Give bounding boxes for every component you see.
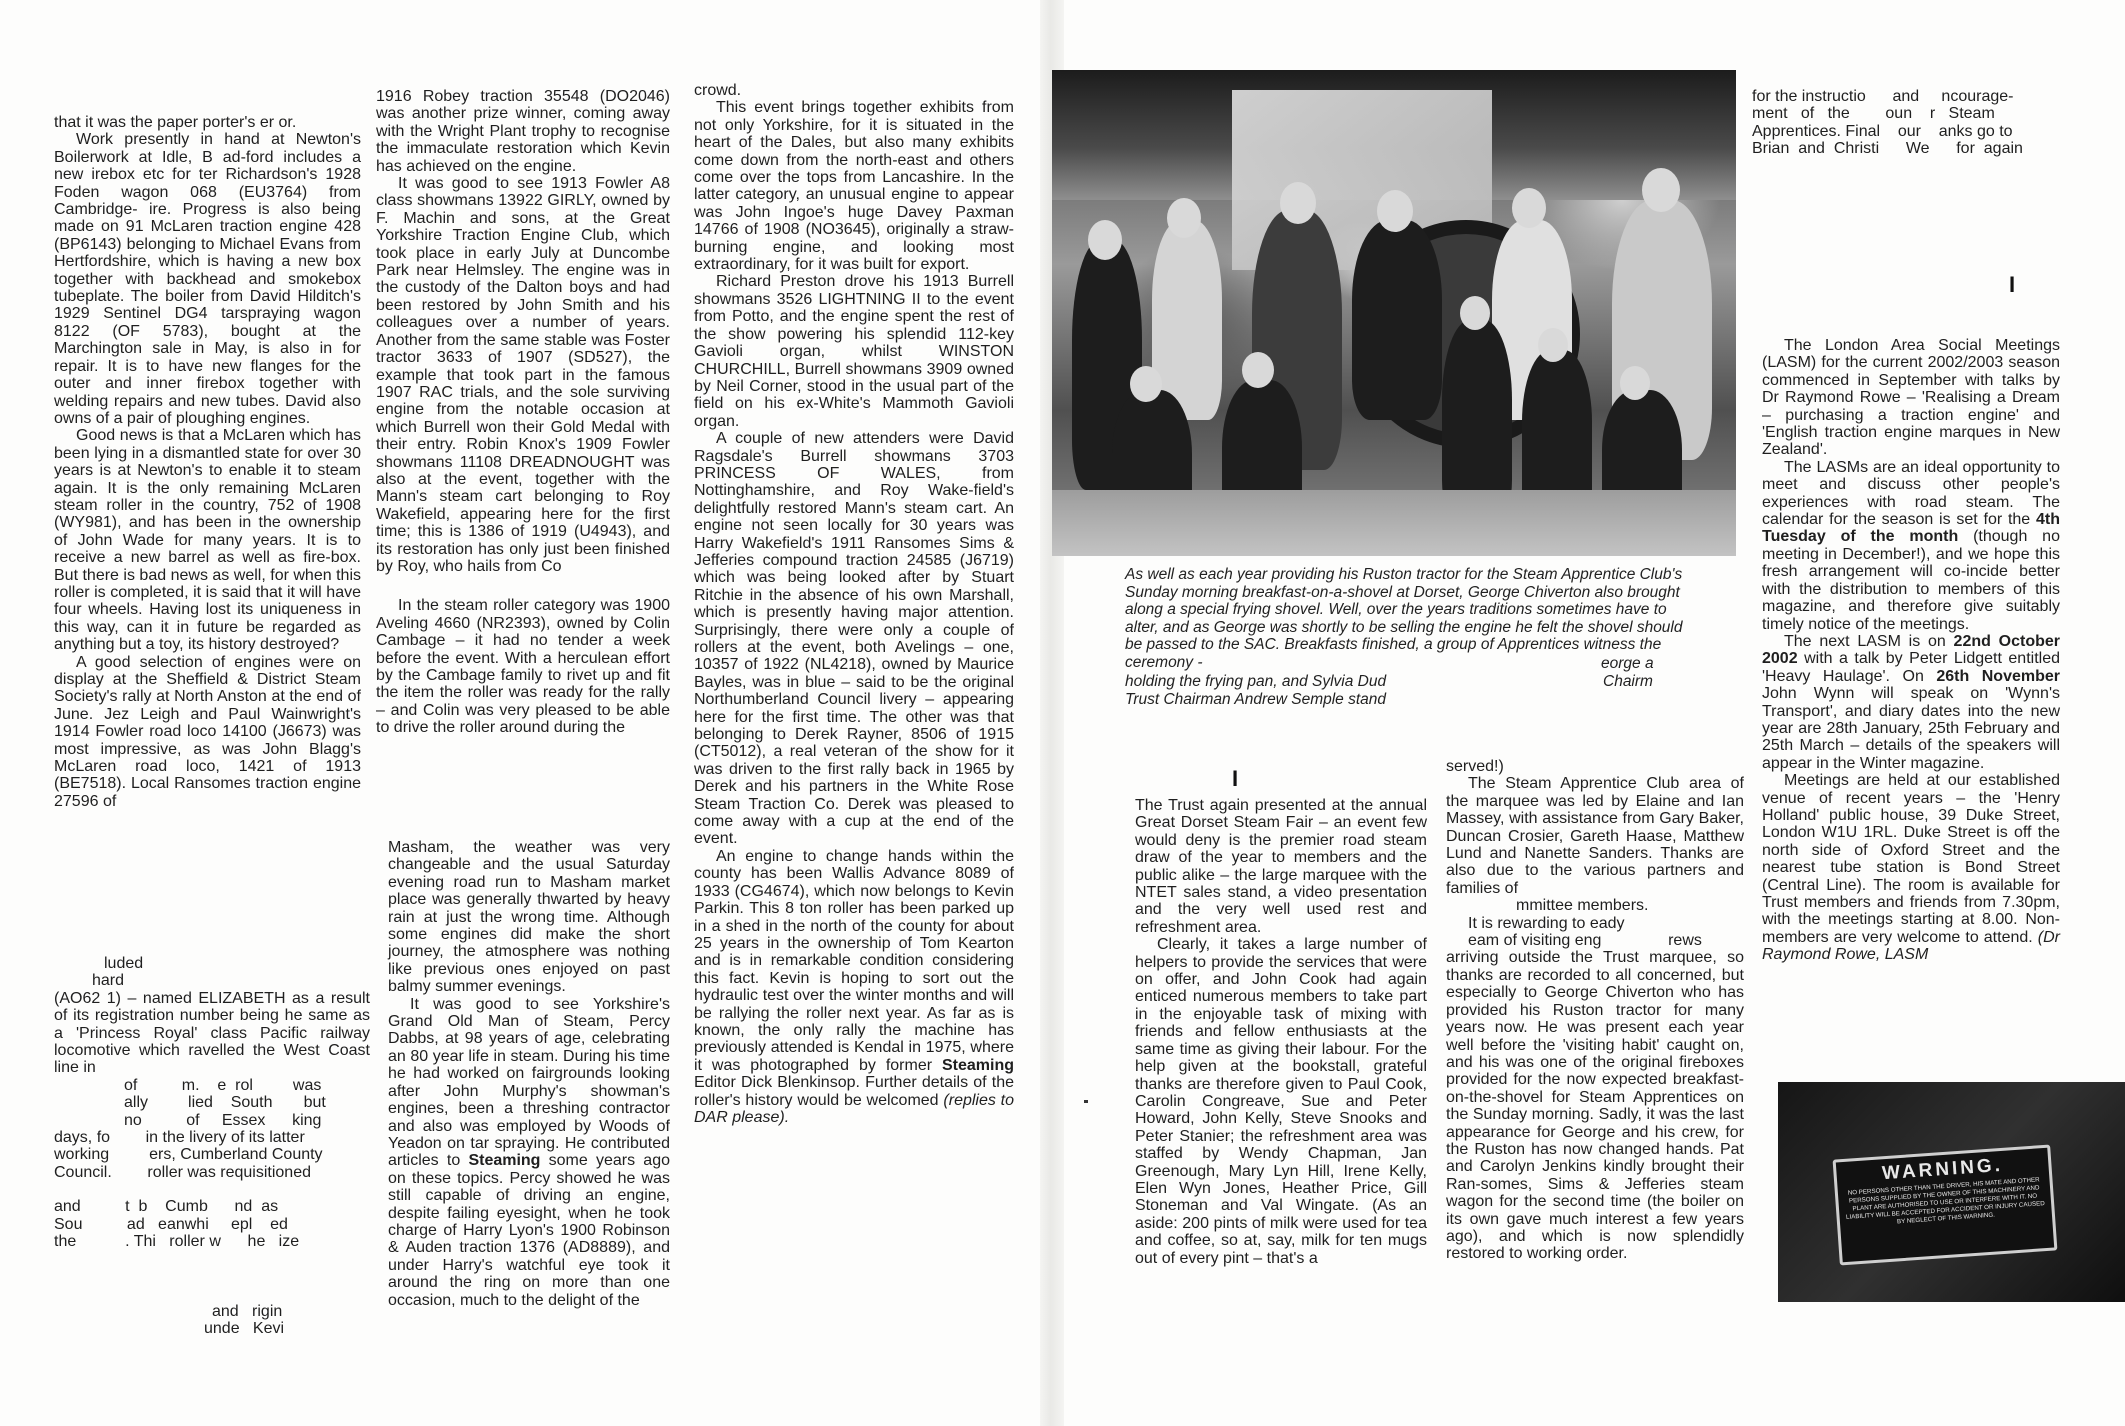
paragraph-text: with a talk by Peter Lidgett entitled 'Heavy Haulage'. On [1762,650,2060,685]
text-fragment: ally lied South but [124,1094,326,1112]
column-1-fragments [54,955,370,1337]
text-fragment: days, fo in the livery of its latter [54,1129,305,1147]
paragraph: (AO62 1) – named ELIZABETH as a result of its registration number being he same as a 'Princess Royal' class Pacific railway locomotive which ravelled the West Coast line in [54,989,370,1077]
text-fragment: of m. e rol was [124,1076,322,1094]
paragraph-text: The LASMs are an ideal opportunity to meet and discuss other people's experiences with road steam. The calendar for the season is set for the [1762,458,2060,529]
group-photo [1052,70,1736,556]
column-6 [1446,758,1744,1263]
text-fragment: hard [92,972,125,990]
text-fragment: unde Kevi [204,1319,285,1337]
paragraph-text: Editor Dick Blenkinsop. Further details of the roller's history would be welcomed [694,1074,1014,1109]
column-5 [1135,797,1427,1267]
paragraph: Richard Preston drove his 1913 Burrell showmans 3526 LIGHTNING II to the event from Potto, and the engine spent the rest of the show powering his splendid 112-key Gavioli organ, whilst WINSTON CHURCHILL, Burrell showmans 3909 owned by Neil Corner, stood in the usual part of the field on his ex-White's Mammoth Gavioli organ. [694,273,1014,430]
paragraph: It was good to see 1913 Fowler A8 class showmans 13922 GIRLY, owned by F. Machin and sons, at the Great Yorkshire Traction Engine Club, which took place in early July at Duncombe Park near Helmsley. The engine was in the custody of the Dalton boys and had been restored by John Smith and his colleagues over a number of years. Another from the same stable was Foster tractor 3633 of 1907 (SD527), the example that took part in the famous 1907 RAC trials, and the sole surviving engine from the notable occasion at which Burrell won their Gold Medal with their entry. Robin Knox's 1909 Fowler showmans 11108 DREADNOUGHT was also at the event, together with the Mann's steam cart belonging to Roy Wakefield, appearing here for the first time; this is 1386 of 1919 (U4943), and its restoration has only just been finished by Roy, who hails from Co [376,175,670,575]
caption-text: As well as each year providing his Ruston tractor for the Steam Apprentice Club's Sunday morning breakfast-on-a-shovel at Dorset, George Chiverton also brought along a special frying shovel. Well, over the years traditions sometimes have to alter, and as George was shortly to be selling the engine he felt the shovel should be passed to the SAC. Breakfasts finished, a group of Apprentices witness the ceremony - [1125,566,1683,671]
text-fragment: Apprentices. Final our anks go to [1752,122,2013,140]
paragraph: crowd. [694,82,742,99]
text-fragment: Brian and Christi We for again [1752,140,2023,158]
column-2-lower [388,839,670,1309]
caption-line: Trust Chairman Andrew Semple stand [1125,690,1387,708]
paragraph: The Trust again presented at the annual Great Dorset Steam Fair – an event few would deny is the premier road steam draw of the year to members and the public alike – the large marquee with the NTET sales stand, a video presentation and the very well used rest and refreshment area. [1135,797,1427,936]
paragraph: In the steam roller category was 1900 Aveling 4660 (NR2393), owned by Colin Cambage – it had no tender a week before the event. With a herculean effort by the Cambage family to rivet up and fit the item the roller was ready for the rally – and Colin was very pleased to be able to drive the roller around during the [376,597,670,737]
paragraph: arriving outside the Trust marquee, so thanks are recorded to all concerned, but especially to George Chiverton who has provided his Ruston tractor for many years now. He was present each year well before the 'visiting habit' caught on, and his was one of the original fireboxes provided for the now expected breakfast-on-the-shovel for Steam Apprentices on the Sunday morning. Sadly, it was the last appearance for George and his crew, for the Ruston has now changed hands. Pat and Carolyn Jenkins kindly brought their Ran-somes, Sims & Jefferies steam wagon for the second time (the boiler on its own gave much interest a few years ago), and which is now splendidly restored to working order. [1446,949,1744,1263]
column-2 [376,88,670,737]
meeting-date: 22nd October 2002 [1762,632,2060,668]
paragraph: that it was the paper porter's er or. [54,114,297,131]
text-fragment: Council. roller was requisitioned [54,1163,311,1181]
paragraph-text: some years ago on these topics. Percy showed he was still capable of driving an engine, despite failing eyesight, when he took charge of Harry Lyon's 1900 Robinson & Auden traction 1376 (AD8889), and under Harry's watchful eye took it around the ring on more than one occasion, much to the delight of the [388,1152,670,1309]
section-marker: I [2009,272,2016,297]
warning-title: WARNING. [1881,1154,2004,1185]
paragraph: A good selection of engines were on display at the Sheffield & District Steam Society's rally at North Anston at the end of June. Jez Leigh and Paul Wainwright's 1914 Fowler road loco 14100 (J6673) was most impressive, as was John Blagg's McLaren road loco, 1421 of 1913 (BE7518). Local Ransomes traction engine 27596 of [54,653,361,810]
paragraph [1762,772,2060,963]
text-fragment: luded [104,955,144,972]
section-marker: I [1232,766,1239,791]
magazine-title: Steaming [941,1056,1014,1074]
text-fragment: mmittee members. [1516,897,1649,915]
paragraph-text: It was good to see Yorkshire's Grand Old Man of Steam, Percy Dabbs, at 98 years of age, celebrating an 80 year life in steam. During his time he had worked on fairgrounds looking after John Murphy's showman's engines, been a threshing contractor and also was employed by Woods of Yeadon on tar spraying. He contributed articles to [388,995,670,1170]
paragraph [1762,633,2060,772]
text-fragment: ment of the oun r Steam [1752,105,1995,123]
paragraph-text: (though no meeting in December!), and we hope this fresh arrangement will co-incide better with the distribution to members of this magazine, and therefore give suitably timely notice of the meetings. [1762,528,2060,633]
paragraph: The London Area Social Meetings (LASM) for the current 2002/2003 season commenced in September with talks by Dr Raymond Rowe – 'Realising a Dream – purchasing a traction engine' and 'English traction engine marques in New Zealand'. [1762,337,2060,459]
text-fragment: and t b Cumb nd as [54,1198,279,1216]
caption-fragment: Chairm [1603,672,1653,690]
warning-body: NO PERSONS OTHER THAN THE DRIVER, HIS MATE AND OTHER PERSONS SUPPLIED BY THE OWNER OF THIS MACHINERY AND PLANT ARE AUTHORISED TO USE OR INTERFERE WITH IT. NO LIABILITY WILL BE ACCEPTED FOR ACCIDENT OR INJURY CAUSED BY NEGLECT OF THIS WARNING. [1845,1176,2045,1226]
column-7-top [1752,88,2050,158]
warning-plate-photo [1778,1082,2125,1302]
warning-plate [1833,1145,2058,1266]
text-fragment: working ers, Cumberland County [54,1146,323,1164]
text-fragment: for the instructio and ncourage- [1752,88,2014,105]
paragraph: Masham, the weather was very changeable and the usual Saturday evening road run to Masham market place was generally thwarted by heavy rain at just the wrong time. Although some engines did make the short journey, the atmosphere was nothing like previous ones enjoyed on past balmy summer evenings. [388,839,670,996]
column-7 [1762,337,2060,964]
paragraph-text: An engine to change hands within the county has been Wallis Advance 8089 of 1933 (CG4674), which now belongs to Kevin Parkin. This 8 ton roller has been parked up in a shed in the north of the county for about 25 years in the ownership of Tom Kearton and is in remarkable condition considering this fact. Kevin is hoping to sort out the hydraulic test over the winter months and will be rallying the roller next year. As far as is known, the only rally the machine has previously attended is Kendal in 1975, where it was photographed by former [694,847,1014,1074]
caption-line: holding the frying pan, and Sylvia Dud [1125,672,1387,690]
paragraph: It is rewarding to eady [1468,914,1625,932]
text-fragment: Sou ad eanwhi epl ed [54,1215,288,1233]
paragraph: 1916 Robey traction 35548 (DO2046) was another prize winner, coming away with the Wright Plant trophy to recognise the immaculate restoration which Kevin has achieved on the engine. [376,88,670,175]
column-1 [54,114,361,810]
magazine-title: Steaming [468,1152,541,1170]
text-fragment: eam of visiting eng rews [1468,932,1702,950]
paragraph-text: Meetings are held at our established venue of recent years – the 'Henry Holland' public house, 39 Duke Street, London W1U 1RL. Duke Street is off the north side of Oxford Street and the nearest tube station is Bond Street (Central Line). The room is available for Trust members and friends from 7.30pm, with the meetings starting at 8.00. Non-members are very welcome to attend. [1762,772,2060,946]
text-fragment: and rigin [212,1302,283,1320]
meeting-date: 26th November [1936,667,2060,685]
paragraph-text: John Wynn will speak on 'Wynn's Transport', and diary dates into the new year are 28th January, 25th February and 25th March – details of the speakers will appear in the Winter magazine. [1762,685,2060,772]
paragraph: This event brings together exhibits from not only Yorkshire, for it is situated in the heart of the Dales, but also many exhibits come down from the north-east and others come over the tops from Lancashire. In the latter category, an unusual engine to appear was John Ingoe's huge Davey Paxman 14766 of 1908 (NO3645), originally a straw-burning engine, and looking most extraordinary, for it was built for export. [694,99,1014,274]
meeting-day: 4th Tuesday of the month [1762,511,2061,546]
paragraph: Good news is that a McLaren which has been lying in a dismantled state for over 30 years is at Newton's to enable it to steam again. It is the only remaining McLaren steam roller in the country, 752 of 1908 (WY981), and has been in the ownership of John Wade for many years. It is to receive a new barrel as well as fire-box. But there is bad news as well, for when this roller is completed, it is said that it will have four wheels. Having lost its uniqueness in this way, can it in future be regarded as anything but a toy, its history destroyed? [54,427,361,654]
paragraph [694,848,1014,1127]
text-fragment: no of Essex king [124,1111,322,1129]
paragraph: The Steam Apprentice Club area of the marquee was led by Elaine and Ian Massey, with assistance from Gary Baker, Duncan Crosier, Gareth Haase, Matthew Lund and Nanette Sanders. Thanks are also due to the various partners and families of [1446,775,1744,897]
photo-caption [1125,566,1685,708]
paragraph: served!) [1446,758,1504,775]
caption-fragment: eorge a [1601,654,1654,672]
paragraph-text: The next LASM is on [1784,632,1946,650]
print-mark [1084,1100,1088,1103]
text-fragment: the . Thi roller w he ize [54,1233,300,1251]
paragraph: Clearly, it takes a large number of helpers to provide the services that were on offer, and John Cook had again enticed numerous members to take part in the enjoyable task of mixing with friends and fellow enthusiasts at the same time as giving their labour. For the help given at the bookstall, grateful thanks are therefore given to Paul Cook, Carolin Congreave, Sue and Peter Howard, John Kelly, Steve Snooks and Peter Stanier; the refreshment area was staffed by Wendy Chapman, Jan Greenough, Mary Lyn Hill, Irene Kelly, Elen Wyn Jones, Heather Price, Gill Stoneman and Val Wingate. (As an aside: 200 pints of milk were used for tea and coffee, so at, say, milk for ten mugs out of every pint – that's a [1135,936,1427,1267]
paragraph: A couple of new attenders were David Ragsdale's Burrell showmans 3703 PRINCESS OF WALES, from Nottinghamshire, and Roy Wake-field's delightfully restored Mann's steam cart. An engine not seen locally for 30 years was Harry Wakefield's 1911 Ransomes Sims & Jefferies compound traction 24585 (J6719) which was being looked after by Stuart Ritchie in the absence of his own Marshall, which is presently having major attention. Surprisingly, there were only a couple of rollers at the event, both Avelings – one, 10357 of 1922 (NL4218), owned by Maurice Bayles, was in blue – said to be the original Northumberland Council livery – appearing here for the first time. The other was that belonging to Derek Rayner, 8506 of 1915 (CT5012), a real veteran of the show for it was driven to the first rally back in 1965 by Derek and his partners in the White Rose Steam Traction Co. Derek was pleased to come away with a cup at the end of the event. [694,430,1014,848]
column-3 [694,82,1014,1126]
paragraph: Work presently in hand at Newton's Boilerwork at Idle, B ad-ford includes a new irebox etc for ter Richardson's 1928 Foden wagon 068 (EU3764) from Cambridge- ire. Progress is also being made on 91 McLaren traction engine 428 (BP6143) belonging to Michael Evans from Hertfordshire, which is having a new box together with backhead and smokebox tubeplate. The boiler from David Hilditch's 1929 Sentinel DG4 tarspraying wagon 8122 (OF 5783), bought at the Marchington sale in May, is also in for repair. It is to have new flanges for the outer and inner firebox together with welding repairs and new tubes. David also owns of a pair of ploughing engines. [54,131,361,427]
paragraph [1762,459,2060,633]
reply-note: (replies to DAR please). [694,1091,1015,1126]
paragraph [388,996,670,1309]
signoff: (Dr Raymond Rowe, LASM [1762,928,2060,964]
